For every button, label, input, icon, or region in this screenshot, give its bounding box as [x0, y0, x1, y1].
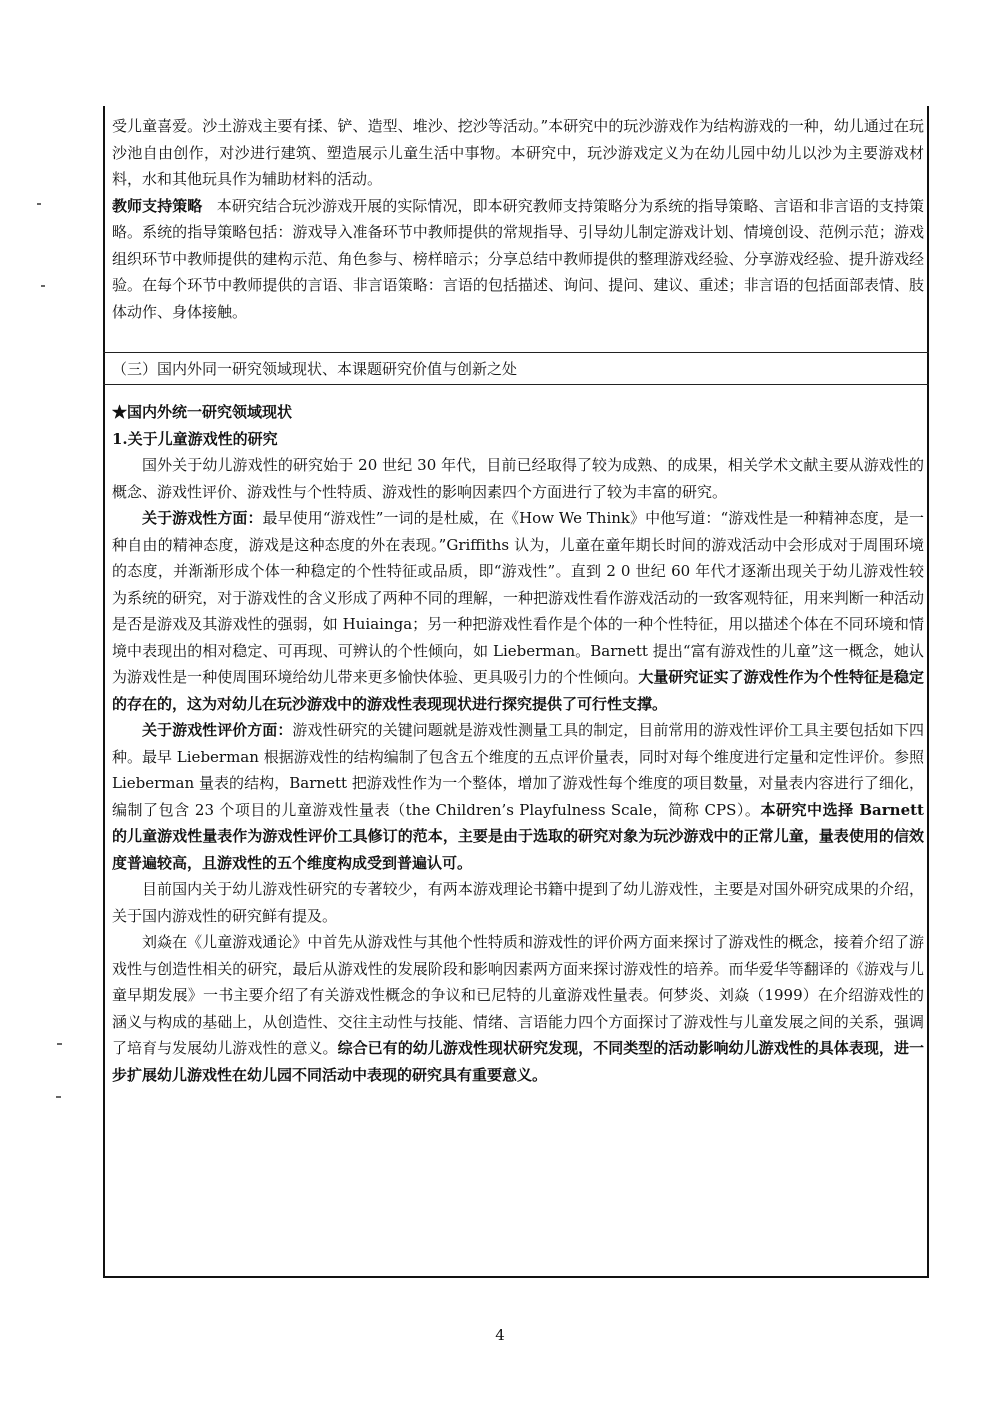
playfulness-aspect-lead: 关于游戏性方面： — [142, 509, 263, 527]
evaluation-aspect-conclusion: 本研究中选择 Barnett 的儿童游戏性量表作为游戏性评价工具修订的范本，主要是由于选取的研究对象为玩沙游戏中的正常儿童，量表使用的信效度普遍较高，且游戏性的五个维度构成受到普遍认可。 — [112, 800, 924, 872]
row-divider-top — [103, 352, 929, 353]
domestic-research-body: 刘焱在《儿童游戏通论》中首先从游戏性与其他个性特质和游戏性的评价两方面来探讨了游戏性的概念，接着介绍了游戏性与创造性相关的研究，最后从游戏性的发展阶段和影响因素两方面来探讨游戏性的培养。而华爱华等翻译的《游戏与儿童早期发展》一书主要介绍了有关游戏性概念的争议和已尼特的儿童游戏性量表。何梦炎、刘焱（1999）在介绍游戏性的涵义与构成的基础上，从创造性、交往主动性与技能、情绪、言语能力四个方面探讨了游戏性与儿童发展之间的关系，强调了培育与发展幼儿游戏性的意义。 — [112, 933, 924, 1057]
domestic-research-conclusion: 综合已有的幼儿游戏性现状研究发现，不同类型的活动影响幼儿游戏性的具体表现，进一步扩展幼儿游戏性在幼儿园不同活动中表现的研究具有重要意义。 — [112, 1039, 924, 1084]
research-paragraph-2 — [112, 505, 924, 717]
research-paragraph-4: 目前国内关于幼儿游戏性研究的专著较少，有两本游戏理论书籍中提到了幼儿游戏性，主要是对国外研究成果的介绍，关于国内游戏性的研究鲜有提及。 — [112, 880, 924, 925]
table-border-left — [103, 106, 105, 1278]
teacher-support-term: 教师支持策略 — [112, 196, 203, 215]
evaluation-aspect-body: 游戏性研究的关键问题就是游戏性测量工具的制定，目前常用的游戏性评价工具主要包括如下四种。最早 Lieberman 根据游戏性的结构编制了包含五个维度的五点评价量表，同时对每个维度进行定量和定性评价。参照 Lieberman 量表的结构，Barnett 把游戏性作为一个整体，增加了游戏性每个维度的项目数量，对量表内容进行了细化，编制了包含 23 个项目的儿童游戏性量表（the Children’s Playfulness Scale，简称 CPS）。 — [112, 721, 924, 819]
research-paragraph-3 — [112, 717, 924, 876]
teacher-support-definition: 本研究结合玩沙游戏开展的实际情况，即本研究教师支持策略分为系统的指导策略、言语和非言语的支持策略。系统的指导策略包括：游戏导入准备环节中教师提供的常规指导、引导幼儿制定游戏计划、情境创设、范例示范；游戏组织环节中教师提供的建构示范、角色参与、榜样暗示；分享总结中教师提供的整理游戏经验、分享游戏经验、提升游戏经验。在每个环节中教师提供的言语、非言语策略：言语的包括描述、询问、提问、建议、重述；非言语的包括面部表情、肢体动作、身体接触。 — [112, 196, 924, 321]
table-border-right — [927, 106, 929, 1278]
research-cell — [112, 399, 924, 1088]
research-heading: ★国内外统一研究领域现状 — [112, 403, 293, 421]
research-paragraph-1: 国外关于幼儿游戏性的研究始于 20 世纪 30 年代，目前已经取得了较为成熟、的成果，相关学术文献主要从游戏性的概念、游戏性评价、游戏性与个性特质、游戏性的影响因素四个方面进行了较为丰富的研究。 — [112, 456, 924, 501]
playfulness-aspect-body: 最早使用“游戏性”一词的是杜威，在《How We Think》中他写道：“游戏性是一种精神态度，是一种自由的精神态度，游戏是这种态度的外在表现。”Griffiths 认为，儿童在童年期长时间的游戏活动中会形成对于周围环境的态度，并渐渐形成个体一种稳定的个性特征或品质，即“游戏性”。直到 2 0 世纪 60 年代才逐渐出现关于幼儿游戏性较为系统的研究，对于游戏性的含义形成了两种不同的理解，一种把游戏性看作游戏活动的一致客观特征，用来判断一种活动是否是游戏及其游戏性的强弱，如 Huiainga；另一种把游戏性看作是个体的一种个性特征，用以描述个体在不同环境和情境中表现出的相对稳定、可再现、可辨认的个性倾向，如 Lieberman。Barnett 提出“富有游戏性的儿童”这一概念，她认为游戏性是一种使周围环境给幼儿带来更多愉快体验、更具吸引力的个性倾向。 — [112, 509, 924, 686]
scan-mark — [41, 285, 45, 287]
row-divider-bottom — [103, 384, 929, 385]
page-number: 4 — [495, 1326, 505, 1344]
intro-cell — [112, 113, 924, 325]
table-border-bottom — [103, 1276, 929, 1278]
playfulness-aspect-conclusion: 大量研究证实了游戏性作为个性特征是稳定的存在的，这为对幼儿在玩沙游戏中的游戏性表现现状进行探究提供了可行性支撑。 — [112, 668, 924, 713]
section-3-title: （三）国内外同一研究领域现状、本课题研究价值与创新之处 — [112, 360, 518, 378]
scan-mark — [37, 203, 41, 205]
research-paragraph-5 — [112, 929, 924, 1088]
intro-paragraph-2 — [112, 193, 924, 326]
section-3-title-cell — [112, 356, 924, 383]
scan-mark — [56, 1096, 61, 1098]
evaluation-aspect-lead: 关于游戏性评价方面： — [142, 721, 293, 739]
intro-paragraph-1: 受儿童喜爱。沙土游戏主要有揉、铲、造型、堆沙、挖沙等活动。”本研究中的玩沙游戏作为结构游戏的一种，幼儿通过在玩沙池自由创作，对沙进行建筑、塑造展示儿童生活中事物。本研究中，玩沙游戏定义为在幼儿园中幼儿以沙为主要游戏材料，水和其他玩具作为辅助材料的活动。 — [112, 117, 924, 188]
scan-mark — [57, 1043, 62, 1045]
research-subheading: 1.关于儿童游戏性的研究 — [112, 429, 278, 448]
